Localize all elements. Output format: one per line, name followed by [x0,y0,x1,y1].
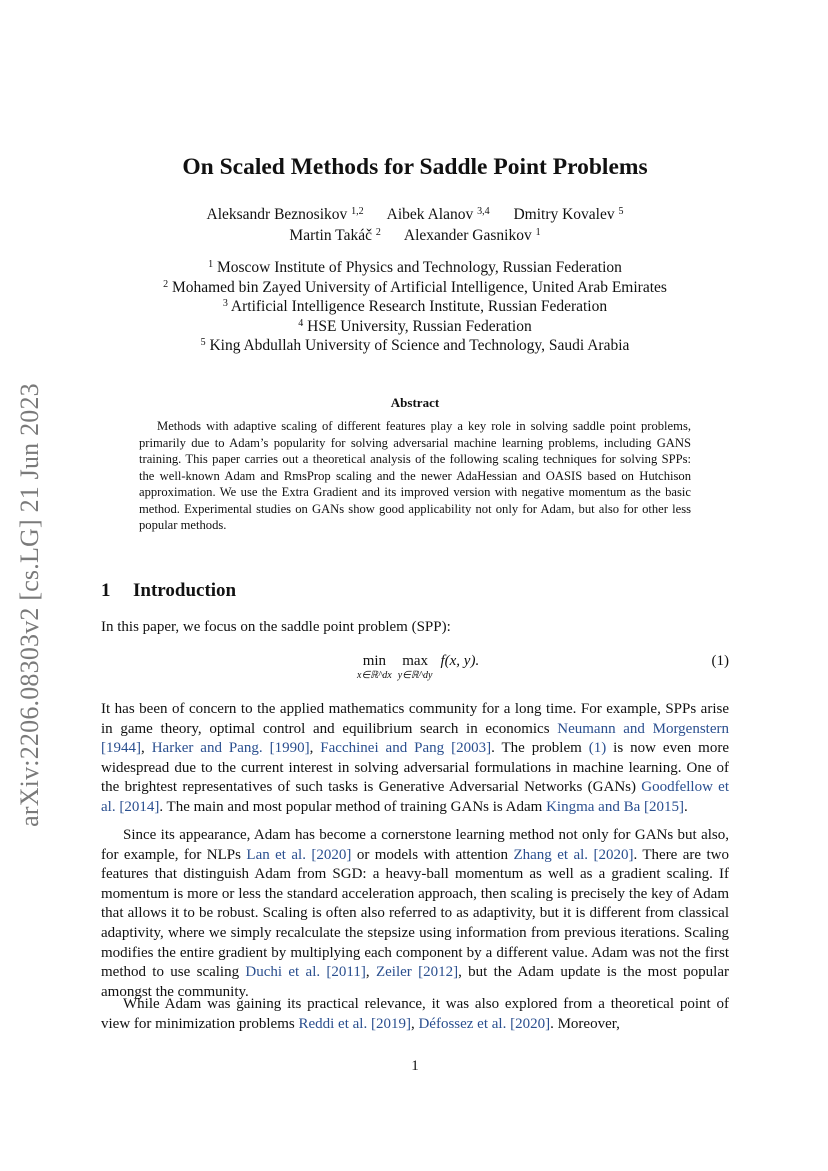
page-number: 1 [411,1058,419,1074]
max-operator [398,652,433,682]
affiliation-text: HSE University, Russian Federation [307,317,532,335]
max-word: max [402,653,429,669]
equation-number: (1) [711,653,729,669]
author-affiliation-mark: 2 [375,227,381,238]
text-run: While Adam was gaining its practical relevance, it was also explored from a theoretical point of view for minimization problems [101,996,729,1032]
equation-block [101,652,729,688]
paragraph-1 [101,700,729,818]
citation-link[interactable]: Goodfellow et al. [2014] [101,779,729,815]
paragraph-3 [101,995,729,1034]
text-run: , [365,964,376,981]
text-run: , [410,1015,419,1032]
text-run: , [309,740,321,757]
text-run: . The main and most popular method of training GANs is Adam [159,798,547,815]
author-line-1 [101,204,729,225]
author-affiliation-mark: 1,2 [351,206,364,217]
affiliation-mark: 4 [298,317,304,329]
text-run: . Moreover, [550,1015,620,1032]
section-heading [101,580,729,602]
author-name: Dmitry Kovalev [513,206,615,223]
arxiv-identifier: arXiv:2206.08303v2 [cs.LG] 21 Jun 2023 [15,383,44,827]
affiliation-item [101,297,729,317]
text-run: . There are two features that distinguish Adam from SGD: a heavy-ball momentum as well as a gradient scaling. If momentum is more or less the standard acceleration approach, then scaling is precisely the key of Adam that allows it to be robust. Scaling is often also referred to as adaptivity, but it is different from classical adaptivity, where we simply recalculate the stepsize using information from previous iterations. Scaling modifies the entire gradient by multiplying each component by a different value. Adam was not the first method to use scaling [101,846,729,981]
author-name: Aibek Alanov [386,206,474,223]
citation-link[interactable]: Reddi et al. [2019] [298,1015,411,1032]
min-word: min [362,653,387,669]
author-affiliation-mark: 1 [535,227,541,238]
text-run: is now even more widespread due to the current interest in solving adversarial formulations in machine learning. One of the brightest representatives of such tasks is Generative Adversarial Networks (GANs) [101,740,729,796]
citation-link[interactable]: Lan et al. [2020] [246,846,352,863]
equation [357,652,479,682]
affiliation-mark: 2 [163,278,169,290]
min-operator [357,652,392,682]
affiliation-text: King Abdullah University of Science and Technology, Saudi Arabia [209,337,630,354]
affiliation-mark: 3 [222,298,228,309]
objective-expression: f(x, y). [440,653,480,669]
max-subscript: y∈ℝ^dy [397,670,433,681]
affiliation-item [101,336,729,356]
citation-link[interactable]: Zhang et al. [2020] [513,846,634,863]
affiliation-list [101,258,729,356]
author-name: Martin Takáč [289,227,372,244]
paper-title: On Scaled Methods for Saddle Point Problems [182,154,648,180]
text-run: Since its appearance, Adam has become a cornerstone learning method not only for GANs but also, for example, for NLPs [101,827,729,863]
text-run: . The problem [491,740,589,757]
affiliation-mark: 1 [208,259,214,270]
citation-link[interactable]: Duchi et al. [2011] [245,964,366,981]
affiliation-item [101,258,729,278]
text-run: , [141,740,152,757]
citation-link[interactable]: Défossez et al. [2020] [418,1015,551,1032]
section-title: Introduction [133,580,237,601]
author-name: Alexander Gasnikov [403,227,532,244]
citation-link[interactable]: Kingma and Ba [2015] [546,798,684,815]
affiliation-item [101,317,729,337]
affiliation-mark: 5 [200,337,206,348]
citation-link[interactable]: Neumann and Morgenstern [1944] [101,720,729,757]
author-list [101,204,729,246]
intro-sentence: In this paper, we focus on the saddle point problem (SPP): [101,619,451,635]
equation-reference-link[interactable]: (1) [588,740,607,757]
min-subscript: x∈ℝ^dx [357,670,392,681]
author-affiliation-mark: 5 [618,206,624,217]
arxiv-sidebar [12,360,48,850]
affiliation-item [101,278,729,298]
text-run: . [683,798,688,815]
citation-link[interactable]: Zeiler [2012] [375,964,459,981]
section-number: 1 [101,580,111,601]
author-line-2 [101,225,729,246]
affiliation-text: Artificial Intelligence Research Institute, Russian Federation [230,298,608,315]
text-run: , but the Adam update is the most popular amongst the community. [101,964,729,1000]
abstract-text: Methods with adaptive scaling of different features play a key role in solving saddle point problems, primarily due to Adam’s popularity for solving adversarial machine learning problems, including GANS training. This paper carries out a theoretical analysis of the following scaling techniques for solving SPPs: the well-known Adam and RmsProp scaling and the newer AdaHessian and OASIS based on Hutchison approximation. We use the Extra Gradient and its improved version with negative momentum as the basic method. Experimental studies on GANs show good applicability not only for Adam, but also for other less popular methods. [139,419,691,532]
citation-link[interactable]: Facchinei and Pang [2003] [320,740,492,757]
author-name: Aleksandr Beznosikov [206,206,348,223]
abstract-heading: Abstract [390,395,440,410]
paragraph-2 [101,826,729,1002]
text-run: or models with attention [351,846,514,863]
text-run: It has been of concern to the applied mathematics community for a long time. For example, SPPs arise in game theory, optimal control and equilibrium search in economics [101,701,729,737]
affiliation-text: Moscow Institute of Physics and Technology, Russian Federation [216,259,622,276]
author-affiliation-mark: 3,4 [477,206,490,217]
citation-link[interactable]: Harker and Pang. [1990] [151,740,310,757]
affiliation-text: Mohamed bin Zayed University of Artificial Intelligence, United Arab Emirates [171,278,667,296]
